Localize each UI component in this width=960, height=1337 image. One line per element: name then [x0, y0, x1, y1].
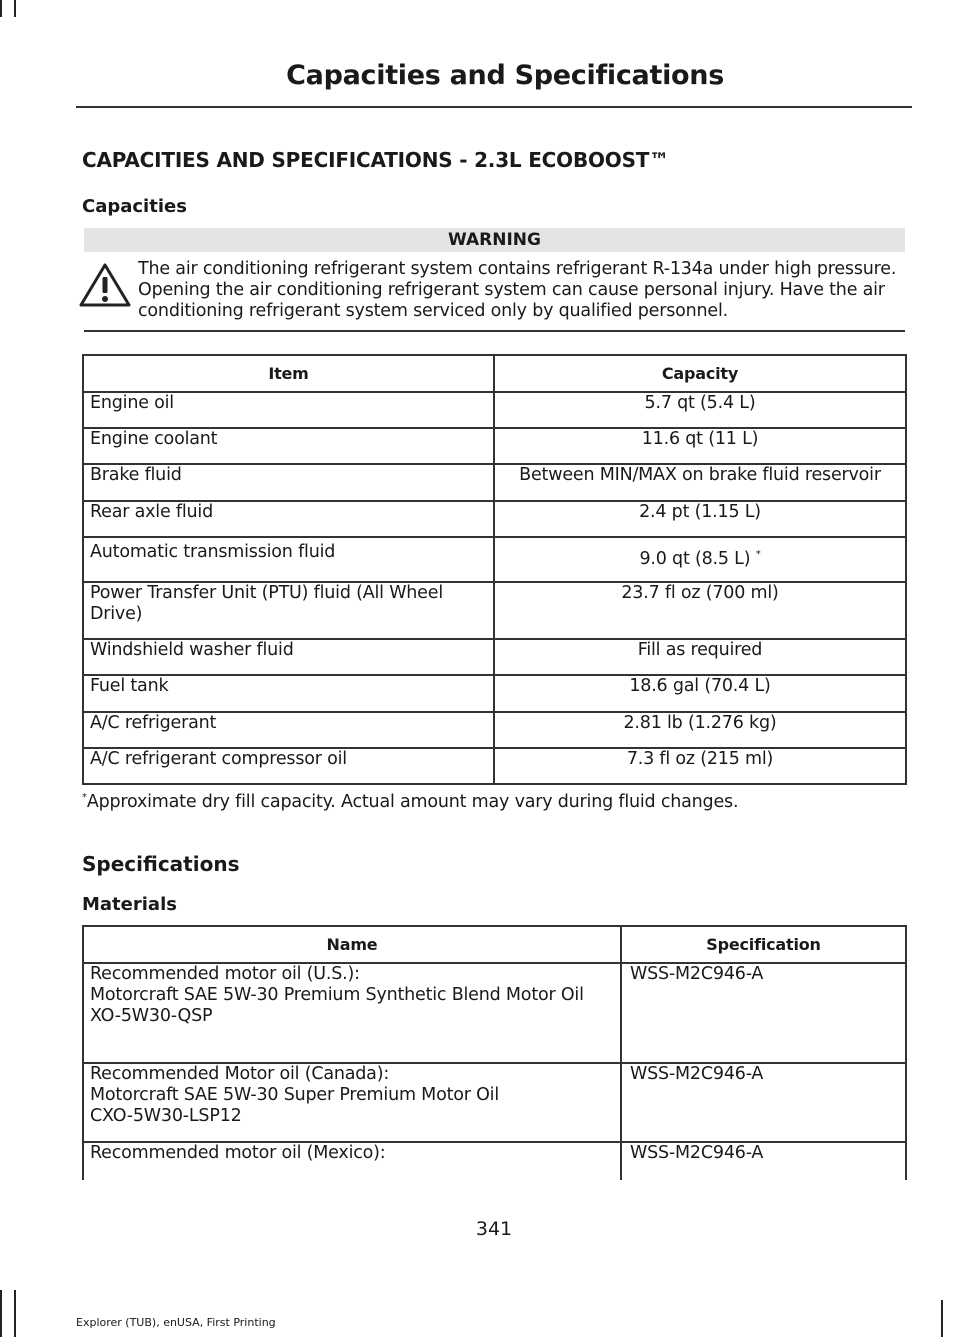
- footnote: [82, 792, 738, 812]
- header-rule: [76, 106, 912, 108]
- name-line: Recommended motor oil (U.S.):: [90, 964, 360, 984]
- name-cell: [83, 1142, 621, 1180]
- capacity-cell: 11.6 qt (11 L): [494, 428, 906, 464]
- capacity-cell: Fill as required: [494, 639, 906, 675]
- section-title: CAPACITIES AND SPECIFICATIONS - 2.3L ECOBOOST™: [82, 148, 670, 172]
- table-row: [83, 392, 906, 428]
- table-row: [83, 464, 906, 501]
- specification-cell: WSS-M2C946-A: [621, 963, 906, 1063]
- table-row: [83, 537, 906, 582]
- item-cell: Rear axle fluid: [83, 501, 494, 537]
- crop-mark: [0, 1290, 2, 1337]
- crop-mark: [14, 0, 16, 17]
- table-row: [83, 1063, 906, 1142]
- name-cell: [83, 963, 621, 1063]
- item-cell: Power Transfer Unit (PTU) fluid (All Wheel Drive): [83, 582, 494, 639]
- capacity-cell: 23.7 fl oz (700 ml): [494, 582, 906, 639]
- column-header-item: Item: [83, 355, 494, 392]
- table-row: [83, 963, 906, 1063]
- table-header-row: [83, 926, 906, 963]
- capacity-cell: 2.81 lb (1.276 kg): [494, 712, 906, 748]
- item-cell: Automatic transmission fluid: [83, 537, 494, 582]
- warning-label: WARNING: [84, 228, 905, 252]
- table-row: [83, 428, 906, 464]
- column-header-capacity: Capacity: [494, 355, 906, 392]
- footnote-marker: *: [82, 792, 87, 803]
- table-row: [83, 1142, 906, 1180]
- warning-triangle-icon: [78, 262, 132, 308]
- capacity-cell: 2.4 pt (1.15 L): [494, 501, 906, 537]
- name-cell: [83, 1063, 621, 1142]
- item-cell: Brake fluid: [83, 464, 494, 501]
- specification-cell: WSS-M2C946-A: [621, 1142, 906, 1180]
- item-cell: A/C refrigerant: [83, 712, 494, 748]
- name-line: Motorcraft SAE 5W-30 Premium Synthetic Blend Motor Oil: [90, 985, 584, 1005]
- materials-heading: Materials: [82, 894, 177, 915]
- capacity-cell: 18.6 gal (70.4 L): [494, 675, 906, 712]
- name-line: XO-5W30-QSP: [90, 1006, 213, 1026]
- item-cell: Engine coolant: [83, 428, 494, 464]
- page-number: 341: [475, 1218, 513, 1240]
- name-line: Recommended motor oil (Mexico):: [90, 1143, 386, 1163]
- table-header-row: [83, 355, 906, 392]
- capacity-cell: 7.3 fl oz (215 ml): [494, 748, 906, 784]
- page-header: Capacities and Specifications: [286, 60, 724, 91]
- name-line: CXO-5W30-LSP12: [90, 1106, 242, 1126]
- crop-mark: [941, 1300, 943, 1337]
- name-line: Motorcraft SAE 5W-30 Super Premium Motor Oil: [90, 1085, 499, 1105]
- footer-text: Explorer (TUB), enUSA, First Printing: [76, 1316, 276, 1329]
- item-cell: Engine oil: [83, 392, 494, 428]
- capacity-cell: 5.7 qt (5.4 L): [494, 392, 906, 428]
- table-row: [83, 501, 906, 537]
- table-row: [83, 639, 906, 675]
- specifications-heading: Specifications: [82, 852, 240, 876]
- footnote-marker: *: [755, 549, 761, 560]
- item-cell: Fuel tank: [83, 675, 494, 712]
- capacities-heading: Capacities: [82, 196, 187, 217]
- item-cell: Windshield washer fluid: [83, 639, 494, 675]
- crop-mark: [14, 1290, 16, 1337]
- footnote-text: Approximate dry fill capacity. Actual amount may vary during fluid changes.: [86, 792, 739, 812]
- column-header-name: Name: [83, 926, 621, 963]
- capacity-cell: [494, 537, 906, 582]
- crop-mark: [0, 0, 2, 17]
- materials-table: [82, 925, 907, 1180]
- name-line: Recommended Motor oil (Canada):: [90, 1064, 390, 1084]
- table-row: [83, 675, 906, 712]
- capacity-value: 9.0 qt (8.5 L): [639, 549, 751, 569]
- capacity-cell: Between MIN/MAX on brake fluid reservoir: [494, 464, 906, 501]
- table-row: [83, 582, 906, 639]
- capacities-table: [82, 354, 907, 785]
- warning-rule: [84, 330, 905, 332]
- table-row: [83, 712, 906, 748]
- table-row: [83, 748, 906, 784]
- specification-cell: WSS-M2C946-A: [621, 1063, 906, 1142]
- warning-text: The air conditioning refrigerant system contains refrigerant R-134a under high pressure. Opening the air conditioning refrigerant system can cause personal injury. Have the air conditioning refrigerant system serviced only by qualified personnel.: [138, 259, 897, 321]
- item-cell: A/C refrigerant compressor oil: [83, 748, 494, 784]
- column-header-specification: Specification: [621, 926, 906, 963]
